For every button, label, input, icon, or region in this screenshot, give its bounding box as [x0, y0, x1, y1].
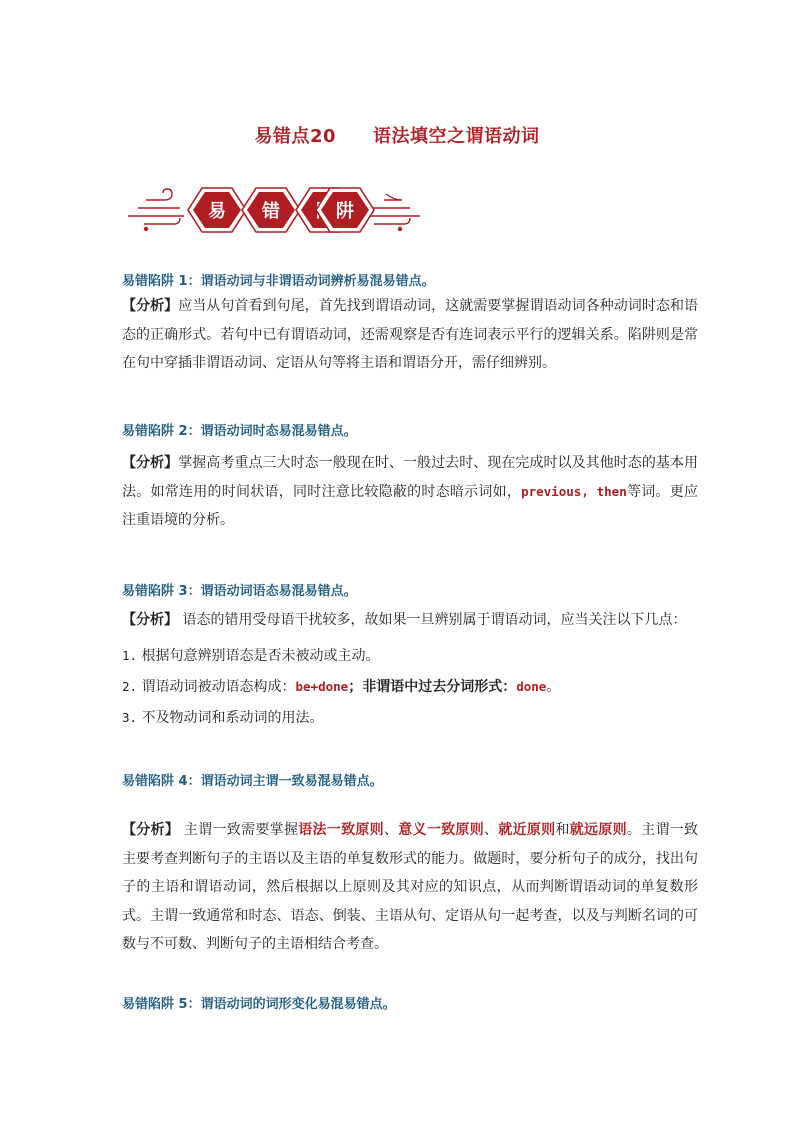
banner-char-2: 错	[262, 201, 280, 222]
section-1-heading: 易错陷阱 1：谓语动词与非谓语动词辨析易混易错点。	[122, 274, 435, 289]
left-dot	[144, 227, 148, 231]
page-title: 易错点20 语法填空之谓语动词	[254, 126, 540, 147]
section-2-analysis	[122, 449, 698, 535]
red-keywords: previous, then	[521, 483, 627, 499]
section-1-analysis	[122, 292, 698, 378]
list-item-2: 2. 谓语动词被动语态构成：be+done；非谓语中过去分词形式：done。	[122, 679, 561, 695]
analysis-label: 【分析】	[122, 822, 180, 838]
section-3-analysis	[122, 606, 698, 635]
red-term: be+done	[295, 679, 349, 694]
hex-tile-2	[242, 188, 300, 232]
red-principle: 就远原则	[569, 822, 627, 838]
left-swirl-decoration	[128, 189, 184, 224]
section-2-heading: 易错陷阱 2：谓语动词时态易混易错点。	[122, 424, 357, 439]
analysis-text: 掌握高考重点三大时态一般现在时、一般过去时、现在完成时以及其他时态的基本用法。如常连用的时间状语，同时注意比较隐蔽的时态暗示词如，	[122, 455, 699, 500]
red-term: done	[516, 679, 547, 694]
list-item-1: 1. 根据句意辨别语态是否未被动或主动。	[122, 648, 380, 664]
analysis-text: 应当从句首看到句尾，首先找到谓语动词，这就需要掌握谓语动词各种动词时态和语态的正确形式。若句中已有谓语动词，还需观察是否有连词表示平行的逻辑关系。陷阱则是常在句中穿插非谓语动词、定语从句等将主语和谓语分开，需仔细辨别。	[122, 298, 699, 371]
hex-tile-1	[188, 188, 246, 232]
banner-char-1: 易	[208, 201, 226, 222]
section-3-heading: 易错陷阱 3：谓语动词语态易混易错点。	[122, 584, 357, 599]
red-principle: 语法一致原则	[298, 822, 384, 838]
analysis-label: 【分析】	[122, 298, 179, 314]
right-dot	[398, 227, 402, 231]
red-principle: 就近原则	[498, 822, 556, 838]
traps-banner	[124, 178, 424, 238]
banner-char-4: 阱	[336, 201, 354, 222]
analysis-label: 【分析】	[122, 612, 178, 628]
red-principle: 意义一致原则	[398, 822, 484, 838]
section-4-heading: 易错陷阱 4：谓语动词主谓一致易混易错点。	[122, 774, 383, 789]
analysis-text: 语态的错用受母语干扰较多，故如果一旦辨别属于谓语动词，应当关注以下几点：	[178, 612, 687, 628]
analysis-text-end: 等词。更应注重语境的分析。	[122, 483, 699, 528]
section-4-analysis: 【分析】 主谓一致需要掌握语法一致原则、意义一致原则、就近原则和就远原则。主谓一致主要考查判断句子的主语以及主语的单复数形式的能力。做题时，要分析句子的成分，找出句子的主语和谓语动词，然后根据以上原则及其对应的知识点，从而判断谓语动词的单复数形式。主谓一致通常和时态、语态、倒装、主语从句、定语从句一起考查，以及与判断名词的可数与不可数、判断句子的主语相结合考查。	[122, 822, 699, 952]
list-item-3: 3. 不及物动词和系动词的用法。	[122, 710, 324, 726]
analysis-label: 【分析】	[122, 455, 179, 471]
section-5-heading: 易错陷阱 5：谓语动词的词形变化易混易错点。	[122, 997, 396, 1012]
